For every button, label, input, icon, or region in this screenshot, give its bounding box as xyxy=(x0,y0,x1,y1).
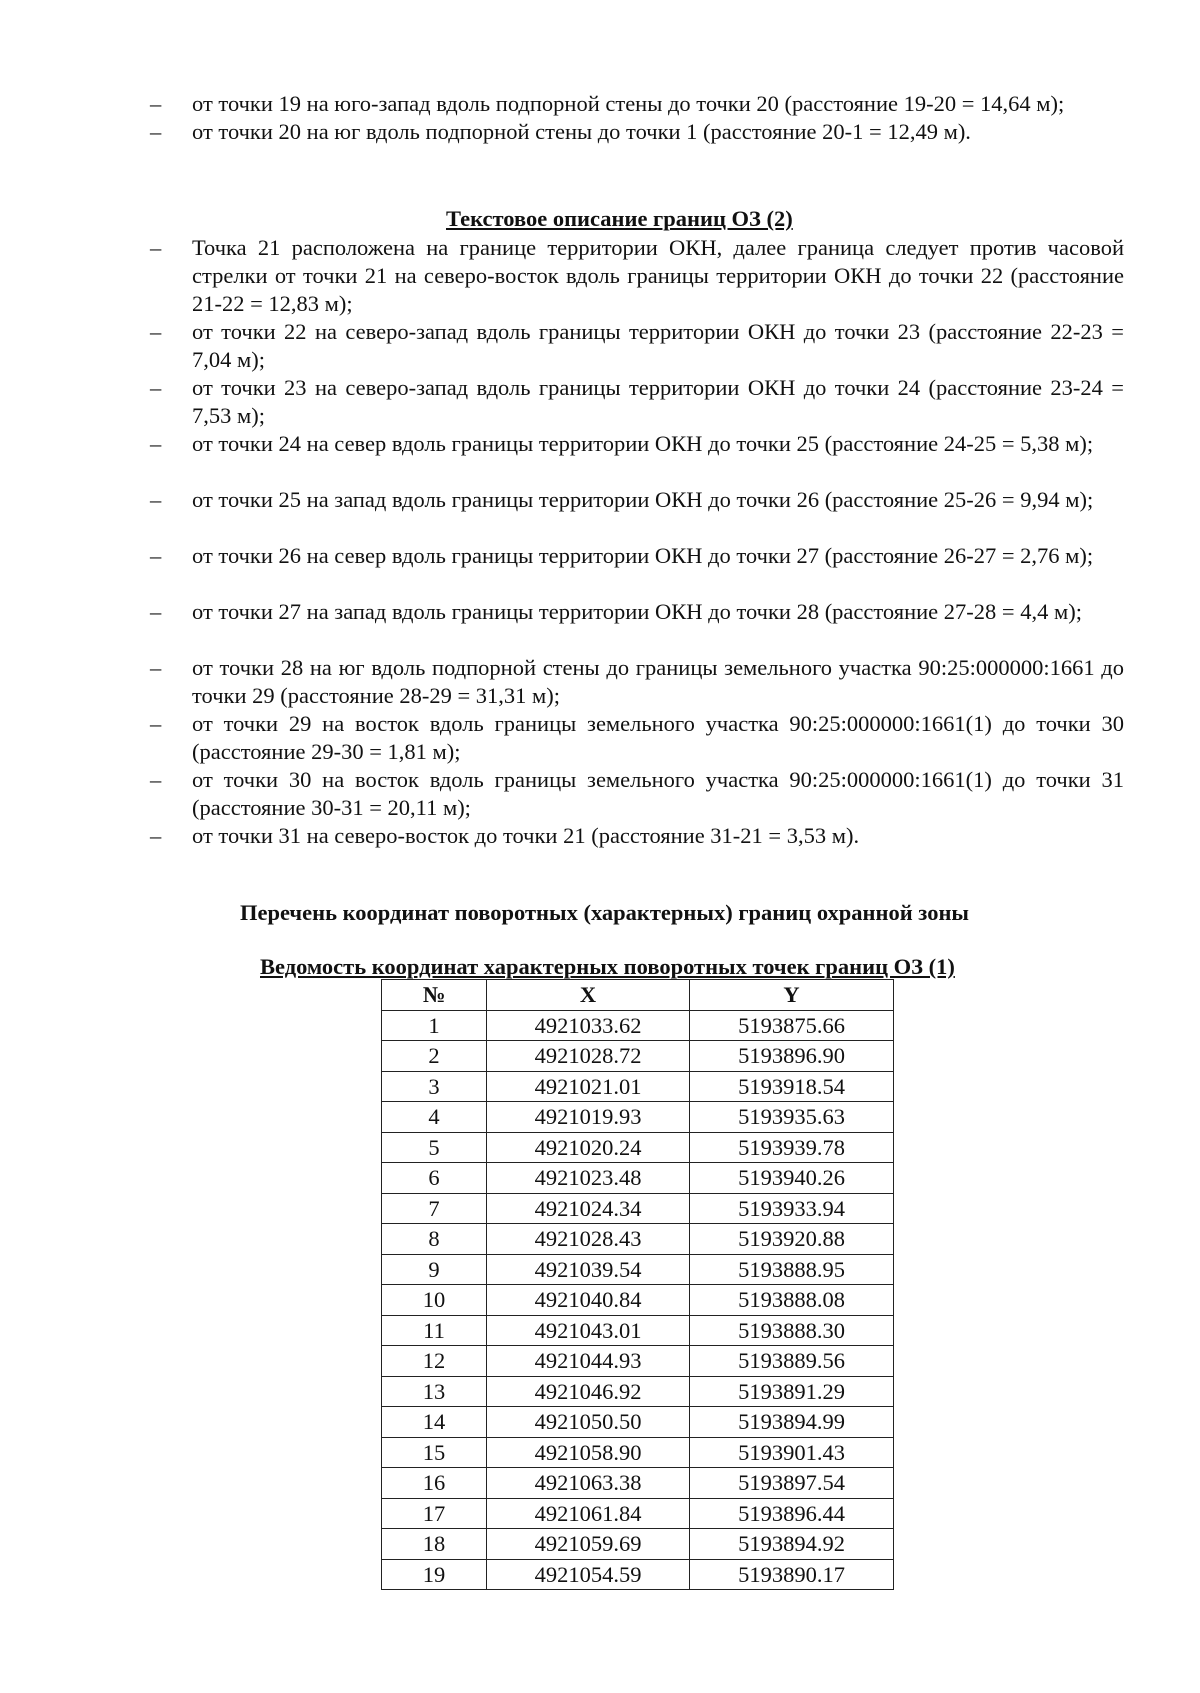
cell-number: 1 xyxy=(382,1010,487,1041)
section-heading-oz2: Текстовое описание границ ОЗ (2) xyxy=(446,206,793,231)
dash-bullet: – xyxy=(150,711,162,736)
cell-y: 5193901.43 xyxy=(690,1437,894,1468)
table-row xyxy=(382,1437,894,1468)
cell-y: 5193896.44 xyxy=(690,1498,894,1529)
list-item xyxy=(150,822,1124,850)
cell-x: 4921050.50 xyxy=(487,1407,690,1438)
cell-number: 4 xyxy=(382,1102,487,1133)
dash-bullet: – xyxy=(150,655,162,680)
cell-x: 4921043.01 xyxy=(487,1315,690,1346)
list-item-text: от точки 31 на северо-восток до точки 21 (расстояние 31-21 = 3,53 м). xyxy=(192,823,860,848)
cell-x: 4921046.92 xyxy=(487,1376,690,1407)
cell-x: 4921054.59 xyxy=(487,1559,690,1590)
column-header-x: X xyxy=(487,980,690,1011)
cell-x: 4921019.93 xyxy=(487,1102,690,1133)
list-item-text: от точки 20 на юг вдоль подпорной стены до точки 1 (расстояние 20-1 = 12,49 м). xyxy=(192,119,971,144)
cell-number: 14 xyxy=(382,1407,487,1438)
dash-bullet: – xyxy=(150,91,162,116)
cell-y: 5193894.92 xyxy=(690,1529,894,1560)
table-row xyxy=(382,1285,894,1316)
cell-y: 5193940.26 xyxy=(690,1163,894,1194)
table-row xyxy=(382,1559,894,1590)
list-item-text: от точки 22 на северо-запад вдоль границы территории ОКН до точки 23 (расстояние 22-23 = 7,04 м); xyxy=(192,319,1124,372)
dash-bullet: – xyxy=(150,543,162,568)
cell-y: 5193918.54 xyxy=(690,1071,894,1102)
dash-bullet: – xyxy=(150,319,162,344)
cell-x: 4921044.93 xyxy=(487,1346,690,1377)
table-row xyxy=(382,1193,894,1224)
list-item xyxy=(150,318,1124,374)
cell-y: 5193935.63 xyxy=(690,1102,894,1133)
cell-number: 15 xyxy=(382,1437,487,1468)
cell-y: 5193896.90 xyxy=(690,1041,894,1072)
cell-number: 11 xyxy=(382,1315,487,1346)
dash-bullet: – xyxy=(150,375,162,400)
list-item-text: от точки 29 на восток вдоль границы земельного участка 90:25:000000:1661(1) до точки 30 (расстояние 29-30 = 1,81 м); xyxy=(192,711,1124,764)
cell-y: 5193889.56 xyxy=(690,1346,894,1377)
list-item-text: от точки 28 на юг вдоль подпорной стены до границы земельного участка 90:25:000000:1661 до точки 29 (расстояние 28-29 = 31,31 м); xyxy=(192,655,1124,708)
cell-number: 7 xyxy=(382,1193,487,1224)
table-row xyxy=(382,1254,894,1285)
table-row xyxy=(382,1041,894,1072)
list-item xyxy=(150,90,1124,118)
list-item-text: Точка 21 расположена на границе территории ОКН, далее граница следует против часовой стрелки от точки 21 на северо-восток вдоль границы территории ОКН до точки 22 (расстояние 21-22 = 12,83 м); xyxy=(192,235,1124,316)
dash-bullet: – xyxy=(150,119,162,144)
table-row xyxy=(382,1102,894,1133)
cell-y: 5193920.88 xyxy=(690,1224,894,1255)
dash-bullet: – xyxy=(150,431,162,456)
dash-bullet: – xyxy=(150,599,162,624)
list-item-text: от точки 23 на северо-запад вдоль границы территории ОКН до точки 24 (расстояние 23-24 = 7,53 м); xyxy=(192,375,1124,428)
cell-y: 5193890.17 xyxy=(690,1559,894,1590)
cell-number: 18 xyxy=(382,1529,487,1560)
list-item-text: от точки 27 на запад вдоль границы территории ОКН до точки 28 (расстояние 27-28 = 4,4 м); xyxy=(192,599,1082,624)
list-item xyxy=(150,598,1124,654)
table-row xyxy=(382,1224,894,1255)
cell-y: 5193888.30 xyxy=(690,1315,894,1346)
cell-x: 4921063.38 xyxy=(487,1468,690,1499)
cell-y: 5193888.08 xyxy=(690,1285,894,1316)
list-item-text: от точки 19 на юго-запад вдоль подпорной стены до точки 20 (расстояние 19-20 = 14,64 м); xyxy=(192,91,1065,116)
column-header-y: Y xyxy=(690,980,894,1011)
cell-number: 16 xyxy=(382,1468,487,1499)
cell-number: 2 xyxy=(382,1041,487,1072)
cell-x: 4921040.84 xyxy=(487,1285,690,1316)
table-row xyxy=(382,1468,894,1499)
table-row xyxy=(382,1132,894,1163)
cell-x: 4921024.34 xyxy=(487,1193,690,1224)
list-item-text: от точки 24 на север вдоль границы территории ОКН до точки 25 (расстояние 24-25 = 5,38 м); xyxy=(192,431,1094,456)
table-row xyxy=(382,1529,894,1560)
cell-number: 9 xyxy=(382,1254,487,1285)
table-row xyxy=(382,1376,894,1407)
list-item-text: от точки 30 на восток вдоль границы земельного участка 90:25:000000:1661(1) до точки 31 (расстояние 30-31 = 20,11 м); xyxy=(192,767,1124,820)
cell-x: 4921028.43 xyxy=(487,1224,690,1255)
table-header-row xyxy=(382,980,894,1011)
cell-number: 17 xyxy=(382,1498,487,1529)
column-header-number: № xyxy=(382,980,487,1011)
table-row xyxy=(382,1163,894,1194)
cell-y: 5193897.54 xyxy=(690,1468,894,1499)
list-item xyxy=(150,486,1124,542)
coordinates-heading: Перечень координат поворотных (характерных) границ охранной зоны xyxy=(240,900,969,925)
cell-y: 5193939.78 xyxy=(690,1132,894,1163)
cell-x: 4921028.72 xyxy=(487,1041,690,1072)
dash-bullet: – xyxy=(150,823,162,848)
dash-bullet: – xyxy=(150,487,162,512)
cell-number: 6 xyxy=(382,1163,487,1194)
list-item xyxy=(150,118,1124,146)
cell-y: 5193891.29 xyxy=(690,1376,894,1407)
table-row xyxy=(382,1346,894,1377)
cell-x: 4921039.54 xyxy=(487,1254,690,1285)
table-body xyxy=(382,1010,894,1590)
cell-y: 5193894.99 xyxy=(690,1407,894,1438)
list-item-text: от точки 25 на запад вдоль границы территории ОКН до точки 26 (расстояние 25-26 = 9,94 м); xyxy=(192,487,1094,512)
cell-x: 4921033.62 xyxy=(487,1010,690,1041)
cell-number: 3 xyxy=(382,1071,487,1102)
cell-y: 5193888.95 xyxy=(690,1254,894,1285)
boundary-list-top xyxy=(150,90,1124,146)
list-item xyxy=(150,654,1124,710)
cell-y: 5193933.94 xyxy=(690,1193,894,1224)
table-row xyxy=(382,1407,894,1438)
cell-number: 12 xyxy=(382,1346,487,1377)
cell-x: 4921020.24 xyxy=(487,1132,690,1163)
boundary-list-oz2 xyxy=(150,234,1124,850)
dash-bullet: – xyxy=(150,767,162,792)
table-row xyxy=(382,1315,894,1346)
list-item xyxy=(150,374,1124,430)
table-row xyxy=(382,1010,894,1041)
cell-y: 5193875.66 xyxy=(690,1010,894,1041)
table-row xyxy=(382,1498,894,1529)
cell-x: 4921023.48 xyxy=(487,1163,690,1194)
list-item xyxy=(150,234,1124,318)
dash-bullet: – xyxy=(150,235,162,260)
table-row xyxy=(382,1071,894,1102)
coordinates-table xyxy=(381,979,894,1590)
cell-number: 13 xyxy=(382,1376,487,1407)
cell-x: 4921021.01 xyxy=(487,1071,690,1102)
cell-x: 4921059.69 xyxy=(487,1529,690,1560)
cell-x: 4921058.90 xyxy=(487,1437,690,1468)
list-item xyxy=(150,710,1124,766)
cell-number: 10 xyxy=(382,1285,487,1316)
cell-x: 4921061.84 xyxy=(487,1498,690,1529)
list-item xyxy=(150,430,1124,486)
cell-number: 19 xyxy=(382,1559,487,1590)
list-item xyxy=(150,766,1124,822)
statement-heading: Ведомость координат характерных поворотных точек границ ОЗ (1) xyxy=(260,954,955,979)
list-item xyxy=(150,542,1124,598)
cell-number: 8 xyxy=(382,1224,487,1255)
list-item-text: от точки 26 на север вдоль границы территории ОКН до точки 27 (расстояние 26-27 = 2,76 м); xyxy=(192,543,1094,568)
cell-number: 5 xyxy=(382,1132,487,1163)
